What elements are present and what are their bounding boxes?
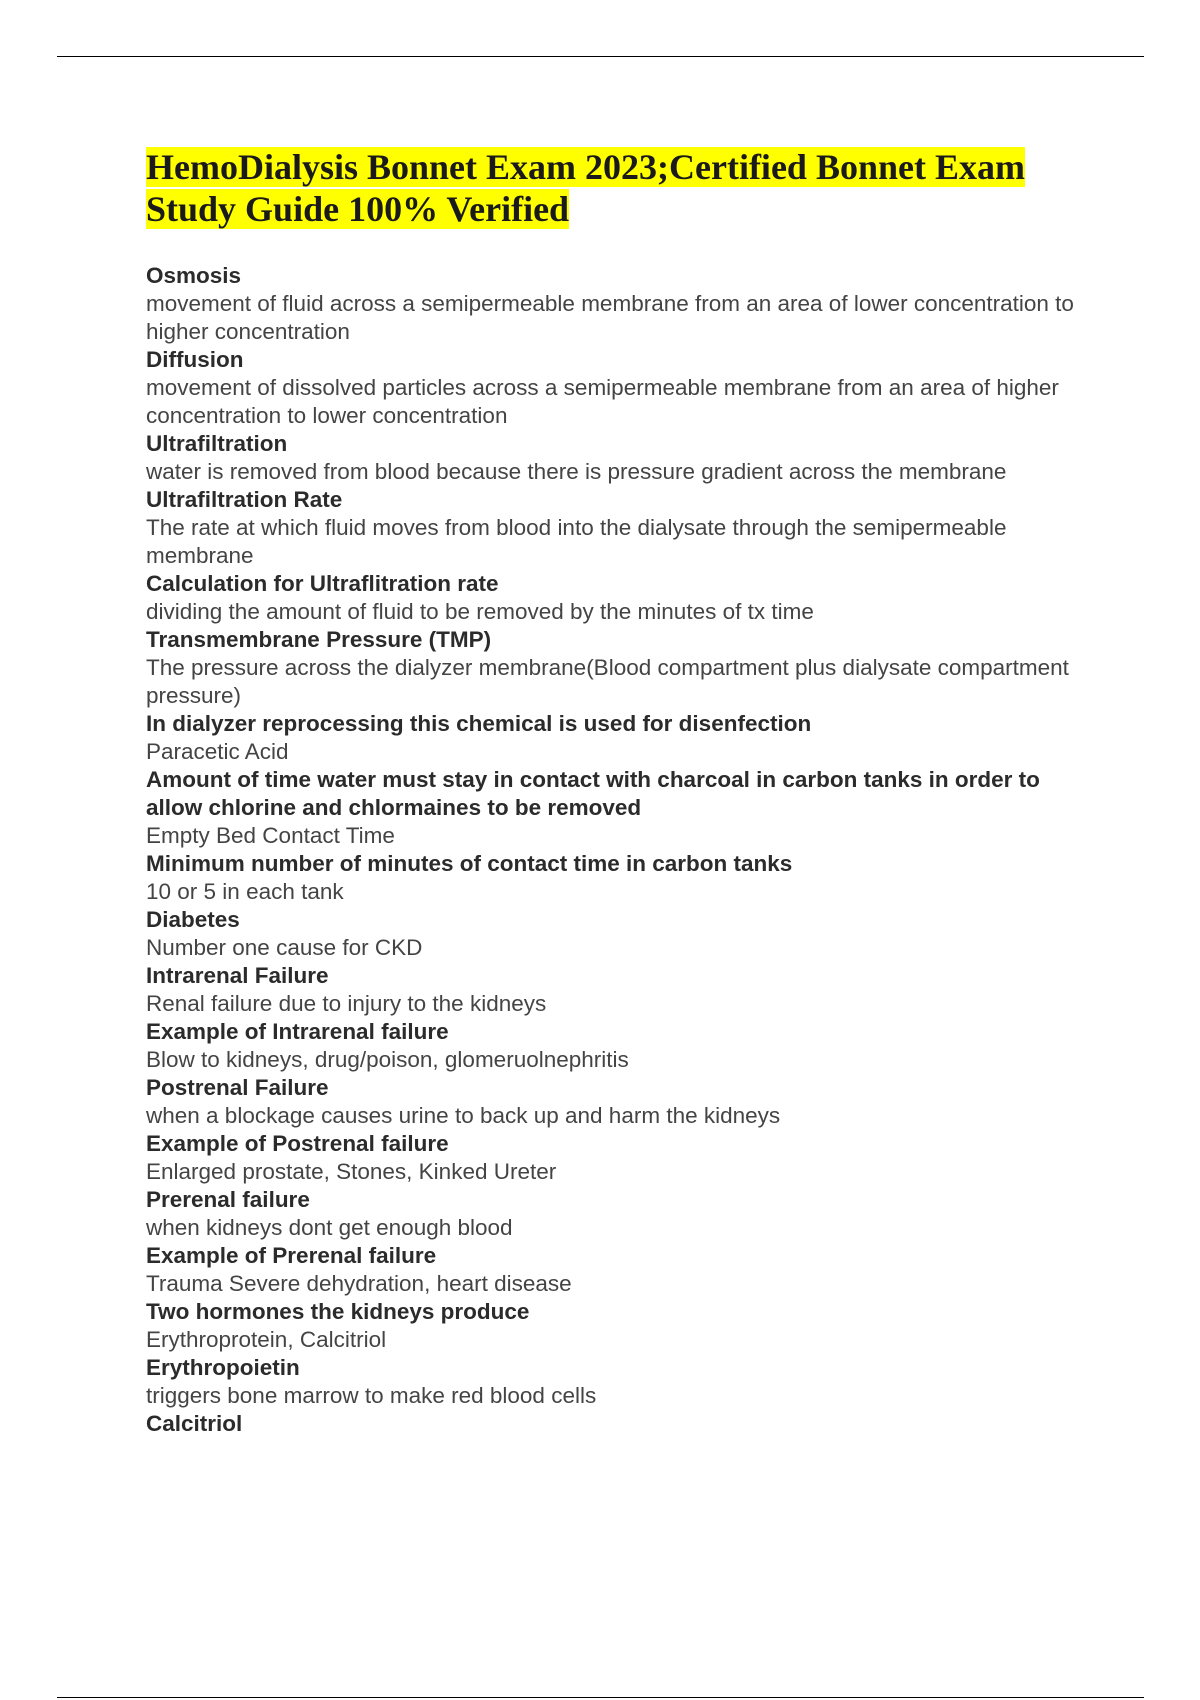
entry-term: Postrenal Failure <box>146 1075 329 1100</box>
study-entry <box>146 430 1086 486</box>
study-entry <box>146 1298 1086 1354</box>
study-entry <box>146 1242 1086 1298</box>
entry-definition: Number one cause for CKD <box>146 935 423 960</box>
study-entry <box>146 626 1086 710</box>
entry-term: Ultrafiltration Rate <box>146 487 343 512</box>
entry-term: In dialyzer reprocessing this chemical is used for disenfection <box>146 711 812 736</box>
entry-term: Intrarenal Failure <box>146 963 329 988</box>
entry-definition: when a blockage causes urine to back up and harm the kidneys <box>146 1103 781 1128</box>
study-entry <box>146 1186 1086 1242</box>
entry-term: Ultrafiltration <box>146 431 288 456</box>
study-entry <box>146 906 1086 962</box>
bottom-rule <box>57 1697 1144 1698</box>
study-entry <box>146 1410 1086 1438</box>
entry-definition: water is removed from blood because there is pressure gradient across the membrane <box>146 459 1007 484</box>
study-entry <box>146 262 1086 346</box>
entry-definition: Paracetic Acid <box>146 739 289 764</box>
entry-term: Diffusion <box>146 347 244 372</box>
entry-definition: movement of dissolved particles across a semipermeable membrane from an area of higher concentration to lower concentration <box>146 375 1059 428</box>
entry-term: Two hormones the kidneys produce <box>146 1299 530 1324</box>
study-entry <box>146 962 1086 1018</box>
entry-term: Osmosis <box>146 263 242 288</box>
entry-term: Minimum number of minutes of contact time in carbon tanks <box>146 851 793 876</box>
entry-definition: Empty Bed Contact Time <box>146 823 395 848</box>
study-entry <box>146 1018 1086 1074</box>
entry-definition: Trauma Severe dehydration, heart disease <box>146 1271 572 1296</box>
entry-definition: triggers bone marrow to make red blood cells <box>146 1383 597 1408</box>
document-body <box>146 146 1086 1438</box>
document-title <box>146 146 1086 230</box>
study-entry <box>146 850 1086 906</box>
study-entry <box>146 766 1086 850</box>
entry-definition: dividing the amount of fluid to be removed by the minutes of tx time <box>146 599 814 624</box>
entry-definition: Enlarged prostate, Stones, Kinked Ureter <box>146 1159 557 1184</box>
entry-definition: Renal failure due to injury to the kidneys <box>146 991 547 1016</box>
study-entry <box>146 1354 1086 1410</box>
entry-term: Calcitriol <box>146 1411 243 1436</box>
entry-term: Calculation for Ultraflitration rate <box>146 571 499 596</box>
entry-term: Example of Prerenal failure <box>146 1243 437 1268</box>
entry-definition: 10 or 5 in each tank <box>146 879 344 904</box>
study-entry <box>146 570 1086 626</box>
entry-term: Transmembrane Pressure (TMP) <box>146 627 492 652</box>
entry-term: Erythropoietin <box>146 1355 300 1380</box>
study-entries <box>146 262 1086 1438</box>
entry-definition: The rate at which fluid moves from blood into the dialysate through the semipermeable membrane <box>146 515 1007 568</box>
entry-definition: movement of fluid across a semipermeable membrane from an area of lower concentration to higher concentration <box>146 291 1074 344</box>
top-rule <box>57 56 1144 57</box>
entry-term: Diabetes <box>146 907 240 932</box>
study-entry <box>146 486 1086 570</box>
entry-term: Example of Intrarenal failure <box>146 1019 449 1044</box>
entry-term: Prerenal failure <box>146 1187 310 1212</box>
entry-definition: when kidneys dont get enough blood <box>146 1215 513 1240</box>
entry-definition: Blow to kidneys, drug/poison, glomeruolnephritis <box>146 1047 629 1072</box>
study-entry <box>146 1074 1086 1130</box>
study-entry <box>146 346 1086 430</box>
study-entry <box>146 1130 1086 1186</box>
entry-term: Amount of time water must stay in contact with charcoal in carbon tanks in order to allow chlorine and chlormaines to be removed <box>146 767 1040 820</box>
study-entry <box>146 710 1086 766</box>
entry-term: Example of Postrenal failure <box>146 1131 449 1156</box>
title-highlight: HemoDialysis Bonnet Exam 2023;Certified Bonnet Exam Study Guide 100% Verified <box>146 147 1025 229</box>
entry-definition: The pressure across the dialyzer membrane(Blood compartment plus dialysate compartment pressure) <box>146 655 1069 708</box>
entry-definition: Erythroprotein, Calcitriol <box>146 1327 387 1352</box>
